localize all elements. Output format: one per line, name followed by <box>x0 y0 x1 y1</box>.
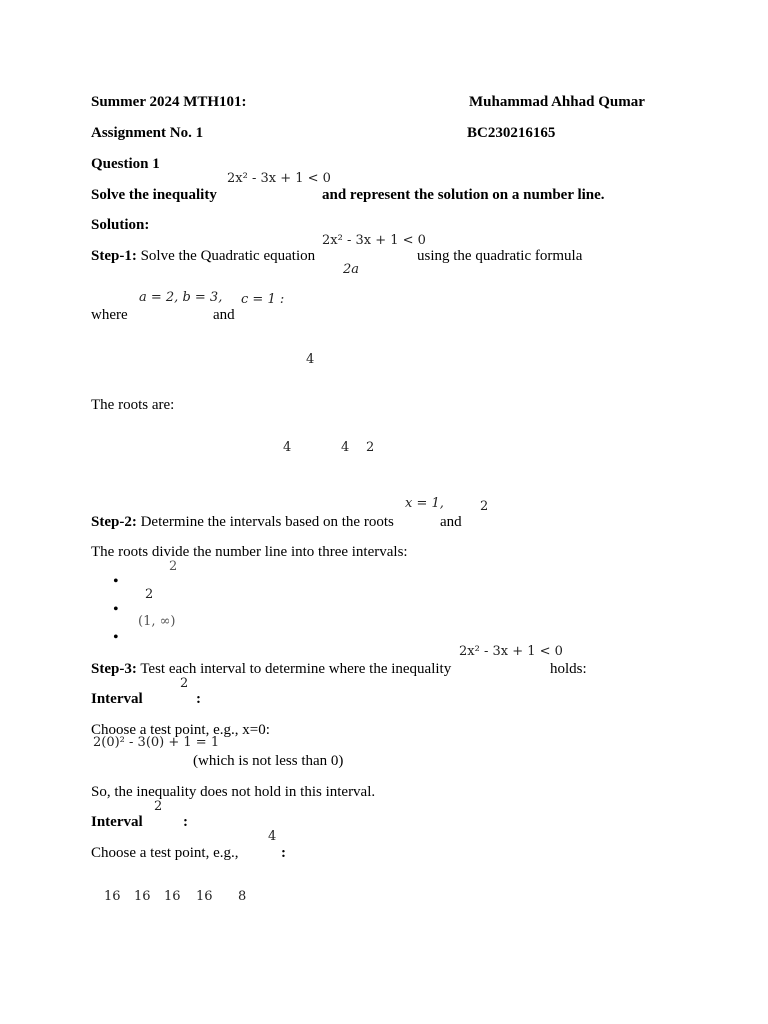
question-text: Solve the inequality <box>91 187 217 203</box>
step1-text-after: using the quadratic formula <box>417 248 583 264</box>
interval2-label-fragment: 2 <box>154 799 163 814</box>
interval1-colon: : <box>196 691 201 707</box>
step3-line <box>91 662 451 677</box>
step1-label: Step-1: <box>91 248 137 264</box>
test-point-1: Choose a test point, e.g., x=0: <box>91 722 270 738</box>
step1-text: Solve the Quadratic equation <box>140 248 316 264</box>
where-label: where <box>91 307 128 323</box>
test-point-2: Choose a test point, e.g., <box>91 845 239 861</box>
interval-bullet-2: • <box>113 601 119 618</box>
assignment-number: Assignment No. 1 <box>91 125 204 141</box>
step2-and-label: and <box>440 514 462 530</box>
calc-2-fragment: 16 <box>196 889 213 904</box>
course-title: Summer 2024 MTH101: <box>91 94 247 110</box>
roots-label: The roots are: <box>91 397 175 413</box>
step3-label: Step-3: <box>91 661 137 677</box>
test-point-2-colon: : <box>281 845 286 861</box>
conclusion-1: So, the inequality does not hold in this interval. <box>91 784 376 800</box>
step3-text-after: holds: <box>550 661 587 677</box>
root-2-fragment: 2 <box>480 499 489 514</box>
coefficients-ab: a = 2, b = 3, <box>139 290 223 305</box>
test-point-2-fragment: 4 <box>268 829 277 844</box>
student-name: Muhammad Ahhad Qumar <box>469 94 645 110</box>
coefficient-c: c = 1 : <box>241 292 285 307</box>
calc-2-fragment: 16 <box>164 889 181 904</box>
solution-label: Solution: <box>91 217 150 233</box>
interval2-fragment: 2 <box>145 587 154 602</box>
interval1-fragment: 2 <box>169 559 178 574</box>
step1-line <box>91 249 315 264</box>
step3-text: Test each interval to determine where the inequality <box>140 661 452 677</box>
interval2-colon: : <box>183 814 188 830</box>
root-1: x = 1, <box>405 496 444 511</box>
formula-denominator: 2a <box>343 262 360 277</box>
interval3: (1, ∞) <box>138 614 176 629</box>
step3-inequality: 2x² - 3x + 1 < 0 <box>459 644 563 659</box>
step2-line <box>91 515 394 530</box>
roots-fragment-1: 4 <box>283 440 292 455</box>
step2-label: Step-2: <box>91 514 137 530</box>
roots-fragment-3: 2 <box>366 440 375 455</box>
interval1-label: Interval <box>91 691 143 707</box>
intervals-text: The roots divide the number line into three intervals: <box>91 544 408 560</box>
interval1-label-fragment: 2 <box>180 676 189 691</box>
interval2-label: Interval <box>91 814 143 830</box>
note-1: (which is not less than 0) <box>193 753 344 769</box>
and-label: and <box>213 307 235 323</box>
question-text-after: and represent the solution on a number line. <box>322 187 605 203</box>
question-label: Question 1 <box>91 156 160 172</box>
interval-bullet-3: • <box>113 629 119 646</box>
calc-2-fragment: 16 <box>134 889 151 904</box>
step2-text: Determine the intervals based on the roots <box>140 514 394 530</box>
calc-2-fragment: 8 <box>238 889 247 904</box>
question-inequality: 2x² - 3x + 1 < 0 <box>227 171 331 186</box>
calc-2-fragment: 16 <box>104 889 121 904</box>
step1-equation: 2x² - 3x + 1 < 0 <box>322 233 426 248</box>
discriminant-fragment: 4 <box>306 352 315 367</box>
interval-bullet-1: • <box>113 573 119 590</box>
student-id: BC230216165 <box>467 125 556 141</box>
roots-fragment-2: 4 <box>341 440 350 455</box>
calc-1: 2(0)² - 3(0) + 1 = 1 <box>93 735 220 750</box>
